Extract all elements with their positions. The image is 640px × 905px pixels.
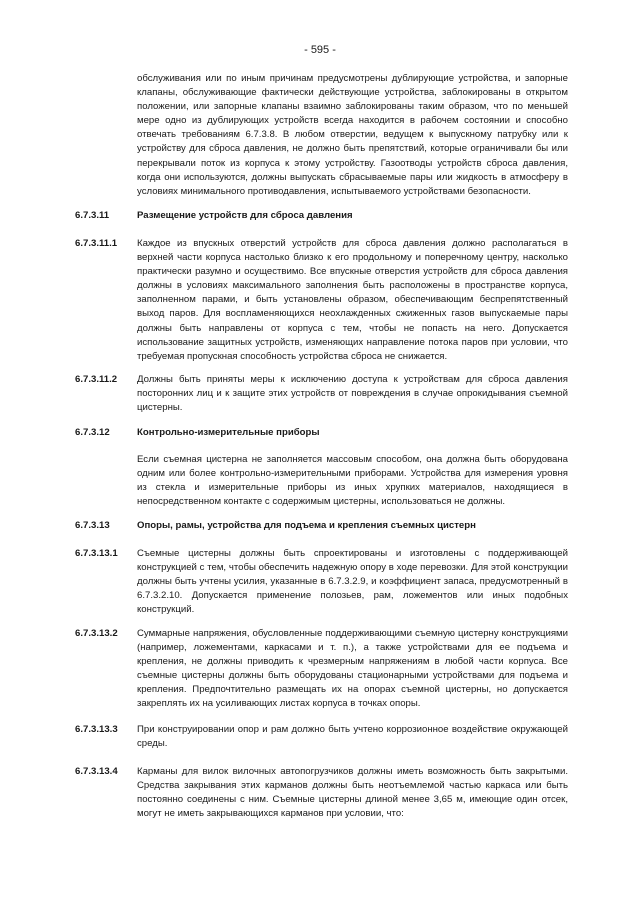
section-heading: Контрольно-измерительные приборы — [137, 427, 320, 438]
paragraph: Должны быть приняты меры к исключению доступа к устройствам для сброса давления посторонних лиц и к защите этих устройств от повреждения в случае опрокидывания съемной цистерны. — [137, 374, 568, 414]
paragraph: Суммарные напряжения, обусловленные поддерживающими съемную цистерну конструкциями (например, ложементами, каркасами и т. п.), а также устройствами для ее подъема и крепления, не должны приводить к чрезмерным напряжениям в любой части корпуса. Все съемные цистерны должны быть оборудованы стационарными устройствами для подъема и крепления. Предпочтительно размещать их на опорах съемной цистерны, но допускается закреплять их на усиливающих листах корпуса в точках опоры. — [137, 628, 568, 710]
section-number: 6.7.3.13.2 — [75, 628, 118, 639]
section-heading: Размещение устройств для сброса давления — [137, 210, 353, 221]
paragraph: Если съемная цистерна не заполняется массовым способом, она должна быть оборудована одним или более контрольно-измерительными приборами. Устройства для измерения уровня из стекла и измерительные приборы из иных хрупких материалов, находящиеся в непосредственном контакте с содержимым цистерны, использоваться не должны. — [137, 454, 568, 508]
section-number: 6.7.3.11.2 — [75, 374, 118, 385]
section-heading: Опоры, рамы, устройства для подъема и крепления съемных цистерн — [137, 520, 476, 531]
paragraph: Каждое из впускных отверстий устройств для сброса давления должно располагаться в верхней части корпуса настолько близко к его продольному и поперечному центру, насколько практически разумно и осуществимо. Все впускные отверстия устройств для сброса давления должны в условиях максимального заполнения быть расположены в пространстве корпуса, заполненном парами, и быть установлены образом, обеспечивающим беспрепятственный выход паров. Для воспламеняющихся неохлажденных сжиженных газов выпускаемые пары должны быть направлены от корпуса с тем, чтобы не попасть на него. Допускается использование защитных устройств, изменяющих направление потока паров при условии, что требуемая пропускная способность устройства сброса не снижается. — [137, 238, 568, 362]
paragraph: Карманы для вилок вилочных автопогрузчиков должны иметь возможность быть закрытыми. Средства закрывания этих карманов должны быть неотъемлемой частью каркаса или быть постоянно соединены с ним. Съемные цистерны длиной менее 3,65 м, имеющие один отсек, могут не иметь закрывающихся карманов при условии, что: — [137, 766, 568, 820]
paragraph: При конструировании опор и рам должно быть учтено коррозионное воздействие окружающей среды. — [137, 724, 568, 750]
section-number: 6.7.3.11 — [75, 210, 110, 221]
intro-paragraph: обслуживания или по иным причинам предусмотрены дублирующие устройства, и запорные клапаны, обслуживающие фактически действующие устройства, заблокированы в открытом положении, или запорные клапаны взаимно заблокированы таким образом, что по меньшей мере одно из дублирующих устройств всегда находится в рабочем состоянии и способно отвечать требованиям 6.7.3.8. В любом отверстии, ведущем к выпускному патрубку или к устройству для сброса давления, не должно быть препятствий, которые ограничивали бы или перекрывали поток из корпуса к этому устройству. Газоотводы устройств сброса давления, когда они используются, должны выпускать сбрасываемые пары или жидкость в атмосферу в условиях минимального противодавления, испытываемого устройствами безопасности. — [137, 73, 568, 197]
page-number: - 595 - — [304, 44, 336, 56]
section-number: 6.7.3.13.1 — [75, 548, 118, 559]
section-number: 6.7.3.12 — [75, 427, 110, 438]
section-number: 6.7.3.13 — [75, 520, 110, 531]
section-number: 6.7.3.11.1 — [75, 238, 118, 249]
section-number: 6.7.3.13.3 — [75, 724, 118, 735]
section-number: 6.7.3.13.4 — [75, 766, 118, 777]
paragraph: Съемные цистерны должны быть спроектированы и изготовлены с поддерживающей конструкцией с тем, чтобы обеспечить надежную опору в ходе перевозки. Для этой конструкции должны быть учтены усилия, указанные в 6.7.3.2.9, и коэффициент запаса, предусмотренный в 6.7.3.2.10. Допускается применение полозьев, рам, ложементов или иных подобных конструкций. — [137, 548, 568, 616]
